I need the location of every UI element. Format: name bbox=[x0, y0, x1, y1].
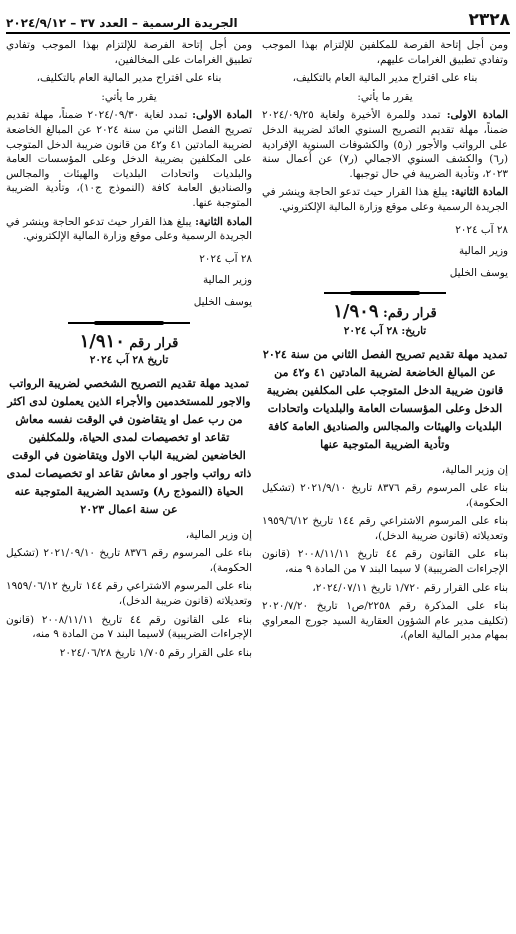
basis-item: بناء على المرسوم الاشتراعي رقم ١٤٤ تاريخ ١٩٥٩/٦/١٢ وتعديلاته (قانون ضريبة الدخل)، bbox=[262, 515, 508, 542]
decision-label: قرار رقم bbox=[129, 335, 179, 351]
decision-date: تاريخ ٢٨ آب ٢٠٢٤ bbox=[89, 354, 169, 367]
article-1 bbox=[262, 108, 508, 181]
decision-number bbox=[6, 330, 252, 352]
gazette-issue: الجريدة الرسمية – العدد ٣٧ – ٢٠٢٤/٩/١٢ bbox=[6, 16, 238, 30]
proposal-line: بناء على اقتراح مدير المالية العام بالتكليف، bbox=[36, 72, 222, 85]
decision-label: قرار رقم: bbox=[383, 306, 437, 322]
intro-paragraph: ومن أجل إتاحة الفرصة للإلتزام بهذا الموجب وتفادي تطبيق الغرامات على المخالفين، bbox=[6, 39, 252, 66]
proposal-line: بناء على اقتراح مدير المالية العام بالتكليف، bbox=[292, 72, 478, 85]
basis-item: بناء على القانون رقم ٤٤ تاريخ ٢٠٠٨/١١/١١ (قانون الإجراءات الضريبية) لا سيما البند ٧ من المادة ٩ منه، bbox=[262, 548, 508, 576]
decision-number bbox=[262, 301, 508, 323]
article-1-text: تمدد وللمرة الأخيرة ولغاية ٢٠٢٤/٠٩/٢٥ ضمناً، مهلة تقديم التصريح السنوي العائد لضريبة الدخل على الرواتب والأجور (ر٥) والكشوفات السنوية الإفرادية (ر٦) والكشف السنوي الاجمالي (ر٧) عن أعمال سنة ٢٠٢٣، وتأدية الضريبة في حال توجبها. bbox=[262, 109, 508, 180]
section-divider bbox=[262, 287, 508, 299]
decides-line: يقرر ما يأتي: bbox=[101, 90, 157, 103]
signature-minister: وزير المالية bbox=[458, 245, 508, 258]
decision-title: تمديد مهلة تقديم التصريح الشخصي لضريبة الرواتب والاجور للمستخدمين والأجراء الذين يعملون لدى اكثر من رب عمل او يتقاضون في الوقت نفسه معاش تقاعد او تخصيصات لمدى الحياة، وللمكلفين الخاضعين لضريبة الباب الاول ويتقاضون في الوقت ذاته رواتب واجور او معاش تقاعد او تخصيصات لمدى الحياة (النموذج ر٨) وتسديد الضريبة المتوجبة عنه عن سنة اعمال ٢٠٢٣ bbox=[6, 375, 252, 516]
article-2-title: المادة الثانية: bbox=[195, 215, 252, 228]
article-1-title: المادة الاولى: bbox=[446, 109, 508, 122]
signature-block bbox=[6, 252, 252, 310]
basis-item: بناء على المرسوم رقم ٨٣٧٦ تاريخ ٢٠٢١/٠٩/١٠ (تشكيل الحكومة)، bbox=[6, 547, 253, 574]
section-divider bbox=[6, 317, 252, 329]
left-column bbox=[6, 38, 252, 664]
article-2 bbox=[6, 215, 252, 244]
article-1-text: تمدد لغاية ٢٠٢٤/٠٩/٣٠ ضمناً، مهلة تقديم تصريح الفصل الثاني من سنة ٢٠٢٤ عن المبالغ الخاضعة لضريبة المادتين ٤١ و٤٢ من قانون ضريبة الدخل المتوجب على المكلفين بضريبة الدخل وعلى المؤسسات العامة والبلديات واتحادات البلديات والهيئات والمجالس والصناديق العامة كافة (النموذج ج١٠)، وتأدية الضريبة المتوجبة عنها. bbox=[6, 109, 253, 209]
decision-number-value: ١/٩٠٩ bbox=[333, 301, 379, 323]
basis-item: بناء على القرار رقم ١/٧٠٥ تاريخ ٢٠٢٤/٠٦/٢٨ bbox=[59, 646, 252, 659]
minister-line: إن وزير المالية، bbox=[441, 463, 508, 476]
signature-name: يوسف الخليل bbox=[449, 266, 508, 279]
article-2 bbox=[262, 185, 508, 214]
signature-date: ٢٨ آب ٢٠٢٤ bbox=[455, 223, 508, 236]
basis-item: بناء على المرسوم الاشتراعي رقم ١٤٤ تاريخ ١٩٥٩/٠٦/١٢ وتعديلاته (قانون ضريبة الدخل)، bbox=[6, 580, 252, 608]
article-1-title: المادة الاولى: bbox=[192, 109, 252, 122]
signature-name: يوسف الخليل bbox=[193, 295, 252, 308]
basis-item: بناء على المرسوم رقم ٨٣٧٦ تاريخ ٢٠٢١/٩/١٠ (تشكيل الحكومة)، bbox=[262, 482, 509, 509]
signature-block bbox=[262, 223, 508, 281]
article-1 bbox=[6, 108, 252, 210]
decision-number-value: ١/٩١٠ bbox=[79, 330, 125, 352]
right-column bbox=[262, 38, 508, 647]
article-2-text: يبلغ هذا القرار حيث تدعو الحاجة وينشر في الجريدة الرسمية وعلى موقع وزارة المالية الإلكتروني. bbox=[262, 186, 508, 213]
intro-paragraph: ومن أجل إتاحة الفرصة للمكلفين للإلتزام بهذا الموجب وتفادي تطبيق الغرامات عليهم، bbox=[262, 39, 508, 66]
decision-date: تاريخ: ٢٨ آب ٢٠٢٤ bbox=[343, 324, 427, 337]
minister-line: إن وزير المالية، bbox=[185, 528, 252, 541]
decision-title: تمديد مهلة تقديم تصريح الفصل الثاني من سنة ٢٠٢٤ عن المبالغ الخاضعة لضريبة المادتين ٤١ و٤٢ من قانون ضريبة الدخل المتوجب على المكلفين بضريبة الدخل وعلى المؤسسات العامة والبلديات واتحادات البلديات والهيئات والمجالس والصناديق العامة كافة وتأدية الضريبة المتوجبة عنها bbox=[262, 346, 508, 451]
basis-item: بناء على القرار رقم ١/٧٢٠ تاريخ ٢٠٢٤/٠٧/١١، bbox=[312, 581, 508, 594]
page-header bbox=[6, 8, 510, 30]
basis-item: بناء على المذكرة رقم ٢٢٥٨/ص١ تاريخ ٢٠٢٠/٧/٢٠ (تكليف مدير عام الشؤون العقارية السيد جورج المعراوي بمهام مدير المالية العام)، bbox=[262, 600, 508, 642]
signature-minister: وزير المالية bbox=[202, 274, 252, 287]
article-2-text: يبلغ هذا القرار حيث تدعو الحاجة وينشر في الجريدة الرسمية وعلى موقع وزارة المالية الإلكتروني. bbox=[6, 215, 252, 243]
article-2-title: المادة الثانية: bbox=[451, 186, 508, 199]
basis-item: بناء على القانون رقم ٤٤ تاريخ ٢٠٠٨/١١/١١ (قانون الإجراءات الضريبية) لاسيما البند ٧ من المادة ٩ منه، bbox=[6, 613, 252, 641]
decides-line: يقرر ما يأتي: bbox=[357, 90, 413, 103]
signature-date: ٢٨ آب ٢٠٢٤ bbox=[199, 252, 252, 265]
header-rule bbox=[6, 32, 510, 34]
page-number: ٢٣٢٨ bbox=[468, 10, 510, 30]
